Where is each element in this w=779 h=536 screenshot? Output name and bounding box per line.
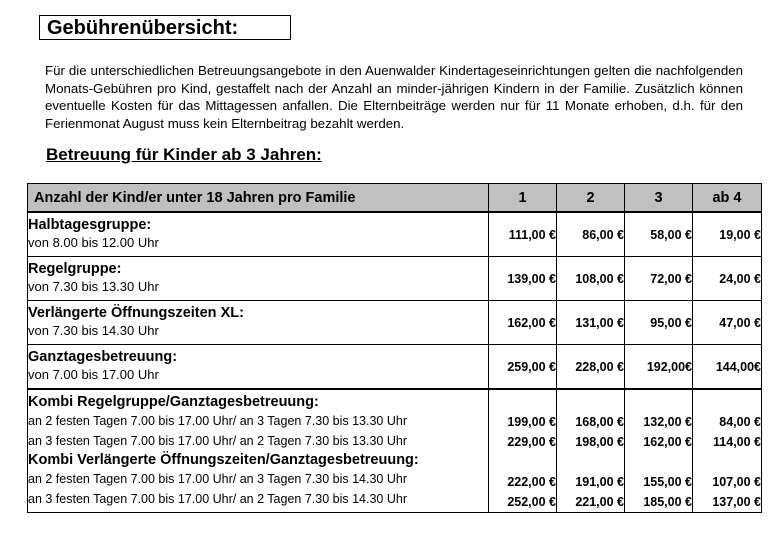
price-cell: 47,00 €	[693, 301, 762, 345]
row-title: Ganztagesbetreuung:	[28, 349, 178, 365]
row-title: Verlängerte Öffnungszeiten XL:	[28, 305, 244, 321]
price-cell: 155,00 €	[643, 475, 692, 489]
row-desc	[28, 345, 489, 390]
table-row-halbtag	[28, 212, 762, 257]
price-cell: 137,00 €	[712, 495, 761, 509]
table-row-kombi	[28, 389, 762, 513]
price-cell: 199,00 €	[507, 415, 556, 429]
row-desc	[28, 257, 489, 301]
table-header-row	[28, 184, 762, 213]
price-cell: 139,00 €	[489, 257, 557, 301]
header-col-3: 3	[625, 184, 693, 213]
price-cell: 108,00 €	[557, 257, 625, 301]
combo-line: an 2 festen Tagen 7.00 bis 17.00 Uhr/ an 3 Tagen 7.30 bis 13.30 Uhr	[28, 414, 407, 428]
price-cell: 24,00 €	[693, 257, 762, 301]
price-cell: 229,00 €	[507, 435, 556, 449]
combo-price-col-2	[557, 389, 625, 513]
combo-price-col-1	[489, 389, 557, 513]
price-cell: 228,00 €	[557, 345, 625, 390]
price-cell: 259,00 €	[489, 345, 557, 390]
price-cell: 111,00 €	[489, 212, 557, 257]
combo-line: an 3 festen Tagen 7.00 bis 17.00 Uhr/ an 2 Tagen 7.30 bis 14.30 Uhr	[28, 492, 407, 506]
price-cell: 19,00 €	[693, 212, 762, 257]
combo-line: an 3 festen Tagen 7.00 bis 17.00 Uhr/ an 2 Tagen 7.30 bis 13.30 Uhr	[28, 434, 407, 448]
table-row-ganztag	[28, 345, 762, 390]
price-cell: 168,00 €	[575, 415, 624, 429]
intro-text: Für die unterschiedlichen Betreuungsangebote in den Auenwalder Kindertageseinrichtungen gelten die nachfolgenden Monats-Gebühren pro Kind, gestaffelt nach der Anzahl an minder-jährigen Kindern in der Familie. Zusätzlich können eventuelle Kosten für das Mittagessen anfallen. Die Elternbeiträge werden nur für 11 Monate erhoben, d.h. für den Ferienmonat August muss kein Elternbeitrag bezahlt werden.	[45, 63, 743, 131]
row-time: von 7.30 bis 14.30 Uhr	[28, 323, 159, 338]
header-col-2: 2	[557, 184, 625, 213]
header-col-1: 1	[489, 184, 557, 213]
row-time: von 7.00 bis 17.00 Uhr	[28, 367, 159, 382]
price-cell: 185,00 €	[643, 495, 692, 509]
row-time: von 7.30 bis 13.30 Uhr	[28, 279, 159, 294]
price-cell: 221,00 €	[575, 495, 624, 509]
price-cell: 222,00 €	[507, 475, 556, 489]
price-cell: 191,00 €	[575, 475, 624, 489]
row-desc	[28, 301, 489, 345]
combo-title: Kombi Verlängerte Öffnungszeiten/Ganztagesbetreuung:	[28, 452, 419, 468]
page-title-box	[39, 15, 291, 40]
price-cell: 131,00 €	[557, 301, 625, 345]
combo-price-col-3	[625, 389, 693, 513]
row-title: Halbtagesgruppe:	[28, 217, 152, 233]
combo-title: Kombi Regelgruppe/Ganztagesbetreuung:	[28, 394, 319, 410]
combo-line: an 2 festen Tagen 7.00 bis 17.00 Uhr/ an 3 Tagen 7.30 bis 14.30 Uhr	[28, 472, 407, 486]
row-title: Regelgruppe:	[28, 261, 122, 277]
price-cell: 86,00 €	[557, 212, 625, 257]
price-cell: 107,00 €	[712, 475, 761, 489]
intro-paragraph	[45, 62, 743, 132]
row-time: von 8.00 bis 12.00 Uhr	[28, 235, 159, 250]
header-desc: Anzahl der Kind/er unter 18 Jahren pro Familie	[28, 184, 489, 213]
price-cell: 162,00 €	[643, 435, 692, 449]
page-title: Gebührenübersicht:	[47, 17, 239, 39]
price-cell: 132,00 €	[643, 415, 692, 429]
fee-table	[27, 183, 762, 513]
table-row-xl	[28, 301, 762, 345]
price-cell: 58,00 €	[625, 212, 693, 257]
price-cell: 84,00 €	[719, 415, 761, 429]
price-cell: 144,00€	[693, 345, 762, 390]
price-cell: 162,00 €	[489, 301, 557, 345]
price-cell: 198,00 €	[575, 435, 624, 449]
row-desc	[28, 212, 489, 257]
header-col-4: ab 4	[693, 184, 762, 213]
section-title: Betreuung für Kinder ab 3 Jahren:	[46, 145, 322, 164]
combo-desc	[28, 389, 489, 513]
price-cell: 72,00 €	[625, 257, 693, 301]
price-cell: 252,00 €	[507, 495, 556, 509]
table-row-regel	[28, 257, 762, 301]
price-cell: 95,00 €	[625, 301, 693, 345]
price-cell: 114,00 €	[713, 435, 761, 449]
price-cell: 192,00€	[625, 345, 693, 390]
combo-price-col-4	[693, 389, 762, 513]
